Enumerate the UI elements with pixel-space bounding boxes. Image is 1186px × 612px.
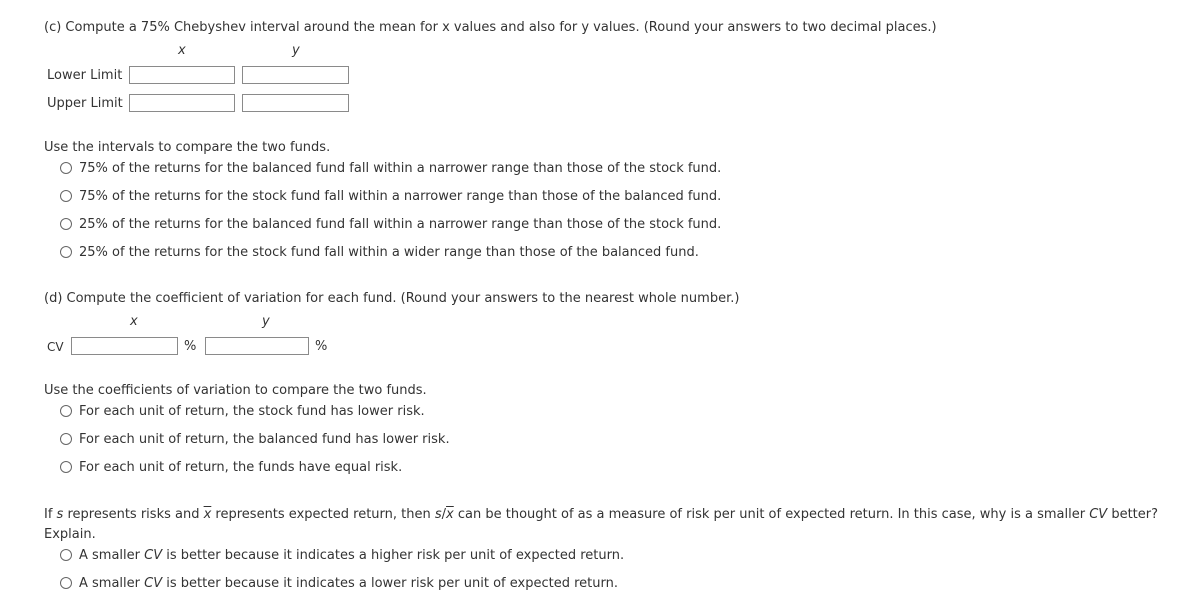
option-label: A smaller CV is better because it indicates a higher risk per unit of expected return. (79, 547, 625, 563)
upper-limit-label: Upper Limit (47, 96, 123, 111)
radio-button[interactable] (60, 433, 72, 445)
part-d-col-y: y (262, 314, 270, 329)
upper-limit-x-input[interactable] (129, 94, 235, 112)
part-e-option-2[interactable] (60, 573, 618, 593)
part-c-col-y: y (292, 43, 300, 58)
option-label: 75% of the returns for the stock fund fall within a narrower range than those of the balanced fund. (79, 188, 722, 204)
part-c-option-4[interactable] (60, 242, 699, 262)
option-label: 75% of the returns for the balanced fund fall within a narrower range than those of the stock fund. (79, 160, 722, 176)
cv-x-unit: % (184, 339, 197, 354)
option-label: For each unit of return, the stock fund has lower risk. (79, 403, 425, 419)
part-c-option-1[interactable] (60, 158, 721, 178)
option-label: 25% of the returns for the stock fund fall within a wider range than those of the balanced fund. (79, 244, 699, 260)
part-e-option-1[interactable] (60, 545, 624, 565)
radio-button[interactable] (60, 405, 72, 417)
radio-button[interactable] (60, 549, 72, 561)
upper-limit-y-input[interactable] (242, 94, 349, 112)
option-label: For each unit of return, the balanced fund has lower risk. (79, 431, 450, 447)
radio-button[interactable] (60, 461, 72, 473)
radio-button[interactable] (60, 577, 72, 589)
part-d-option-2[interactable] (60, 429, 450, 449)
radio-button[interactable] (60, 246, 72, 258)
lower-limit-y-input[interactable] (242, 66, 349, 84)
cv-y-unit: % (315, 339, 328, 354)
lower-limit-x-input[interactable] (129, 66, 235, 84)
part-d-option-3[interactable] (60, 457, 402, 477)
part-d-col-x: x (130, 314, 138, 329)
part-e-question: If s represents risks and $\overline{x}$ represents expected return, then $s/\overline{x}$ can be thought of as a measure of risk per unit of expected return. In this case, why is a smaller CV better? (44, 507, 1159, 522)
part-d-compare-prompt: Use the coefficients of variation to compare the two funds. (44, 383, 427, 398)
option-label: 25% of the returns for the balanced fund fall within a narrower range than those of the stock fund. (79, 216, 722, 232)
part-c-option-3[interactable] (60, 214, 721, 234)
part-c-compare-prompt: Use the intervals to compare the two funds. (44, 140, 331, 155)
cv-x-input[interactable] (71, 337, 178, 355)
option-label: For each unit of return, the funds have equal risk. (79, 459, 403, 475)
cv-y-input[interactable] (205, 337, 309, 355)
part-d-option-1[interactable] (60, 401, 425, 421)
part-c-col-x: x (178, 43, 186, 58)
radio-button[interactable] (60, 218, 72, 230)
part-e-question-line2: Explain. (44, 527, 96, 542)
lower-limit-label: Lower Limit (47, 68, 123, 83)
part-d-prompt: (d) Compute the coefficient of variation for each fund. (Round your answers to the nearest whole number.) (44, 291, 740, 306)
part-c-option-2[interactable] (60, 186, 721, 206)
part-c-prompt: (c) Compute a 75% Chebyshev interval around the mean for x values and also for y values. (Round your answers to two decimal places.) (44, 20, 937, 35)
radio-button[interactable] (60, 162, 72, 174)
option-label: A smaller CV is better because it indicates a lower risk per unit of expected return. (79, 575, 618, 591)
radio-button[interactable] (60, 190, 72, 202)
cv-label: CV (47, 340, 64, 354)
